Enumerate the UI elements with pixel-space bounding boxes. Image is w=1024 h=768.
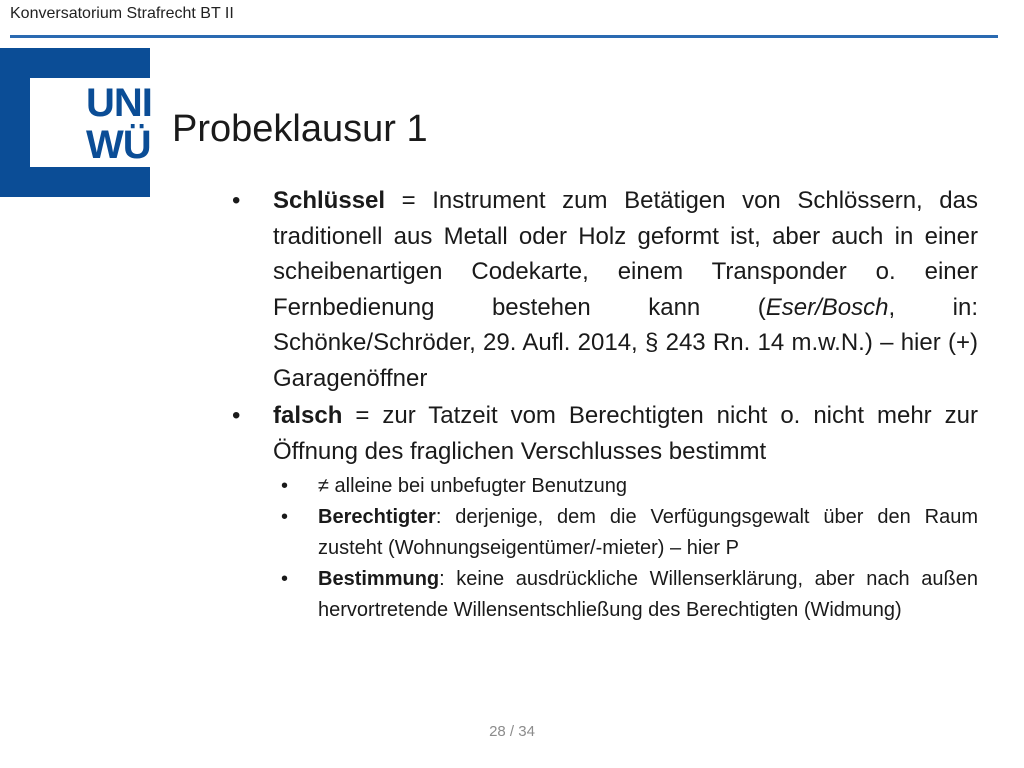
definition-text: = zur Tatzeit vom Berechtigten nicht o. nicht mehr zur Öffnung des fraglichen Verschlusses bestimmt xyxy=(273,402,978,465)
sub-bullet-berechtigter xyxy=(273,502,978,564)
course-header: Konversatorium Strafrecht BT II xyxy=(10,5,234,22)
term-berechtigter: Berechtigter xyxy=(318,506,436,528)
slide-title: Probeklausur 1 xyxy=(172,108,428,150)
page-counter: 28 / 34 xyxy=(489,723,535,740)
sub-bullet-dot: • xyxy=(281,568,289,590)
sub-bullet-text: : derjenige, dem die Verfügungsgewalt über den Raum zusteht (Wohnungseigentümer/-mieter) – hier P xyxy=(318,506,978,559)
bullet-falsch xyxy=(228,398,978,469)
logo-line-1: UNI xyxy=(86,81,152,125)
sub-bullet-text: : keine ausdrückliche Willenserklärung, aber nach außen hervortretende Willensentschließung des Berechtigten (Widmung) xyxy=(318,568,978,621)
sub-bullet-dot: • xyxy=(281,475,289,497)
term-schluessel: Schlüssel xyxy=(273,187,386,214)
definition-text-b: , in: Schönke/Schröder, 29. Aufl. 2014, § 243 Rn. 14 m.w.N.) – hier (+) Garagenöffner xyxy=(273,293,978,392)
term-bestimmung: Bestimmung xyxy=(318,568,440,590)
term-falsch: falsch xyxy=(273,402,343,429)
bullet-dot: • xyxy=(232,402,241,429)
sub-bullet-dot: • xyxy=(281,506,289,528)
header-divider xyxy=(10,35,998,38)
citation-authors: Eser/Bosch xyxy=(765,293,889,321)
logo-lettering xyxy=(86,82,158,166)
sub-bullet-bestimmung xyxy=(273,564,978,626)
logo-line-2: WÜ xyxy=(86,123,151,167)
bullet-dot: • xyxy=(232,187,241,214)
definition-text-a: = Instrument zum Betätigen von Schlössern, das traditionell aus Metall oder Holz geformt ist, aber auch in einer scheibenartigen Codekarte, einem Transponder o. einer Fernbedienung bestehen kann ( xyxy=(273,187,978,321)
bullet-schluessel xyxy=(228,183,978,396)
slide-content xyxy=(228,183,978,626)
sub-bullet-text: ≠ alleine bei unbefugter Benutzung xyxy=(318,475,627,497)
sub-bullet-unbefugt xyxy=(273,471,978,502)
